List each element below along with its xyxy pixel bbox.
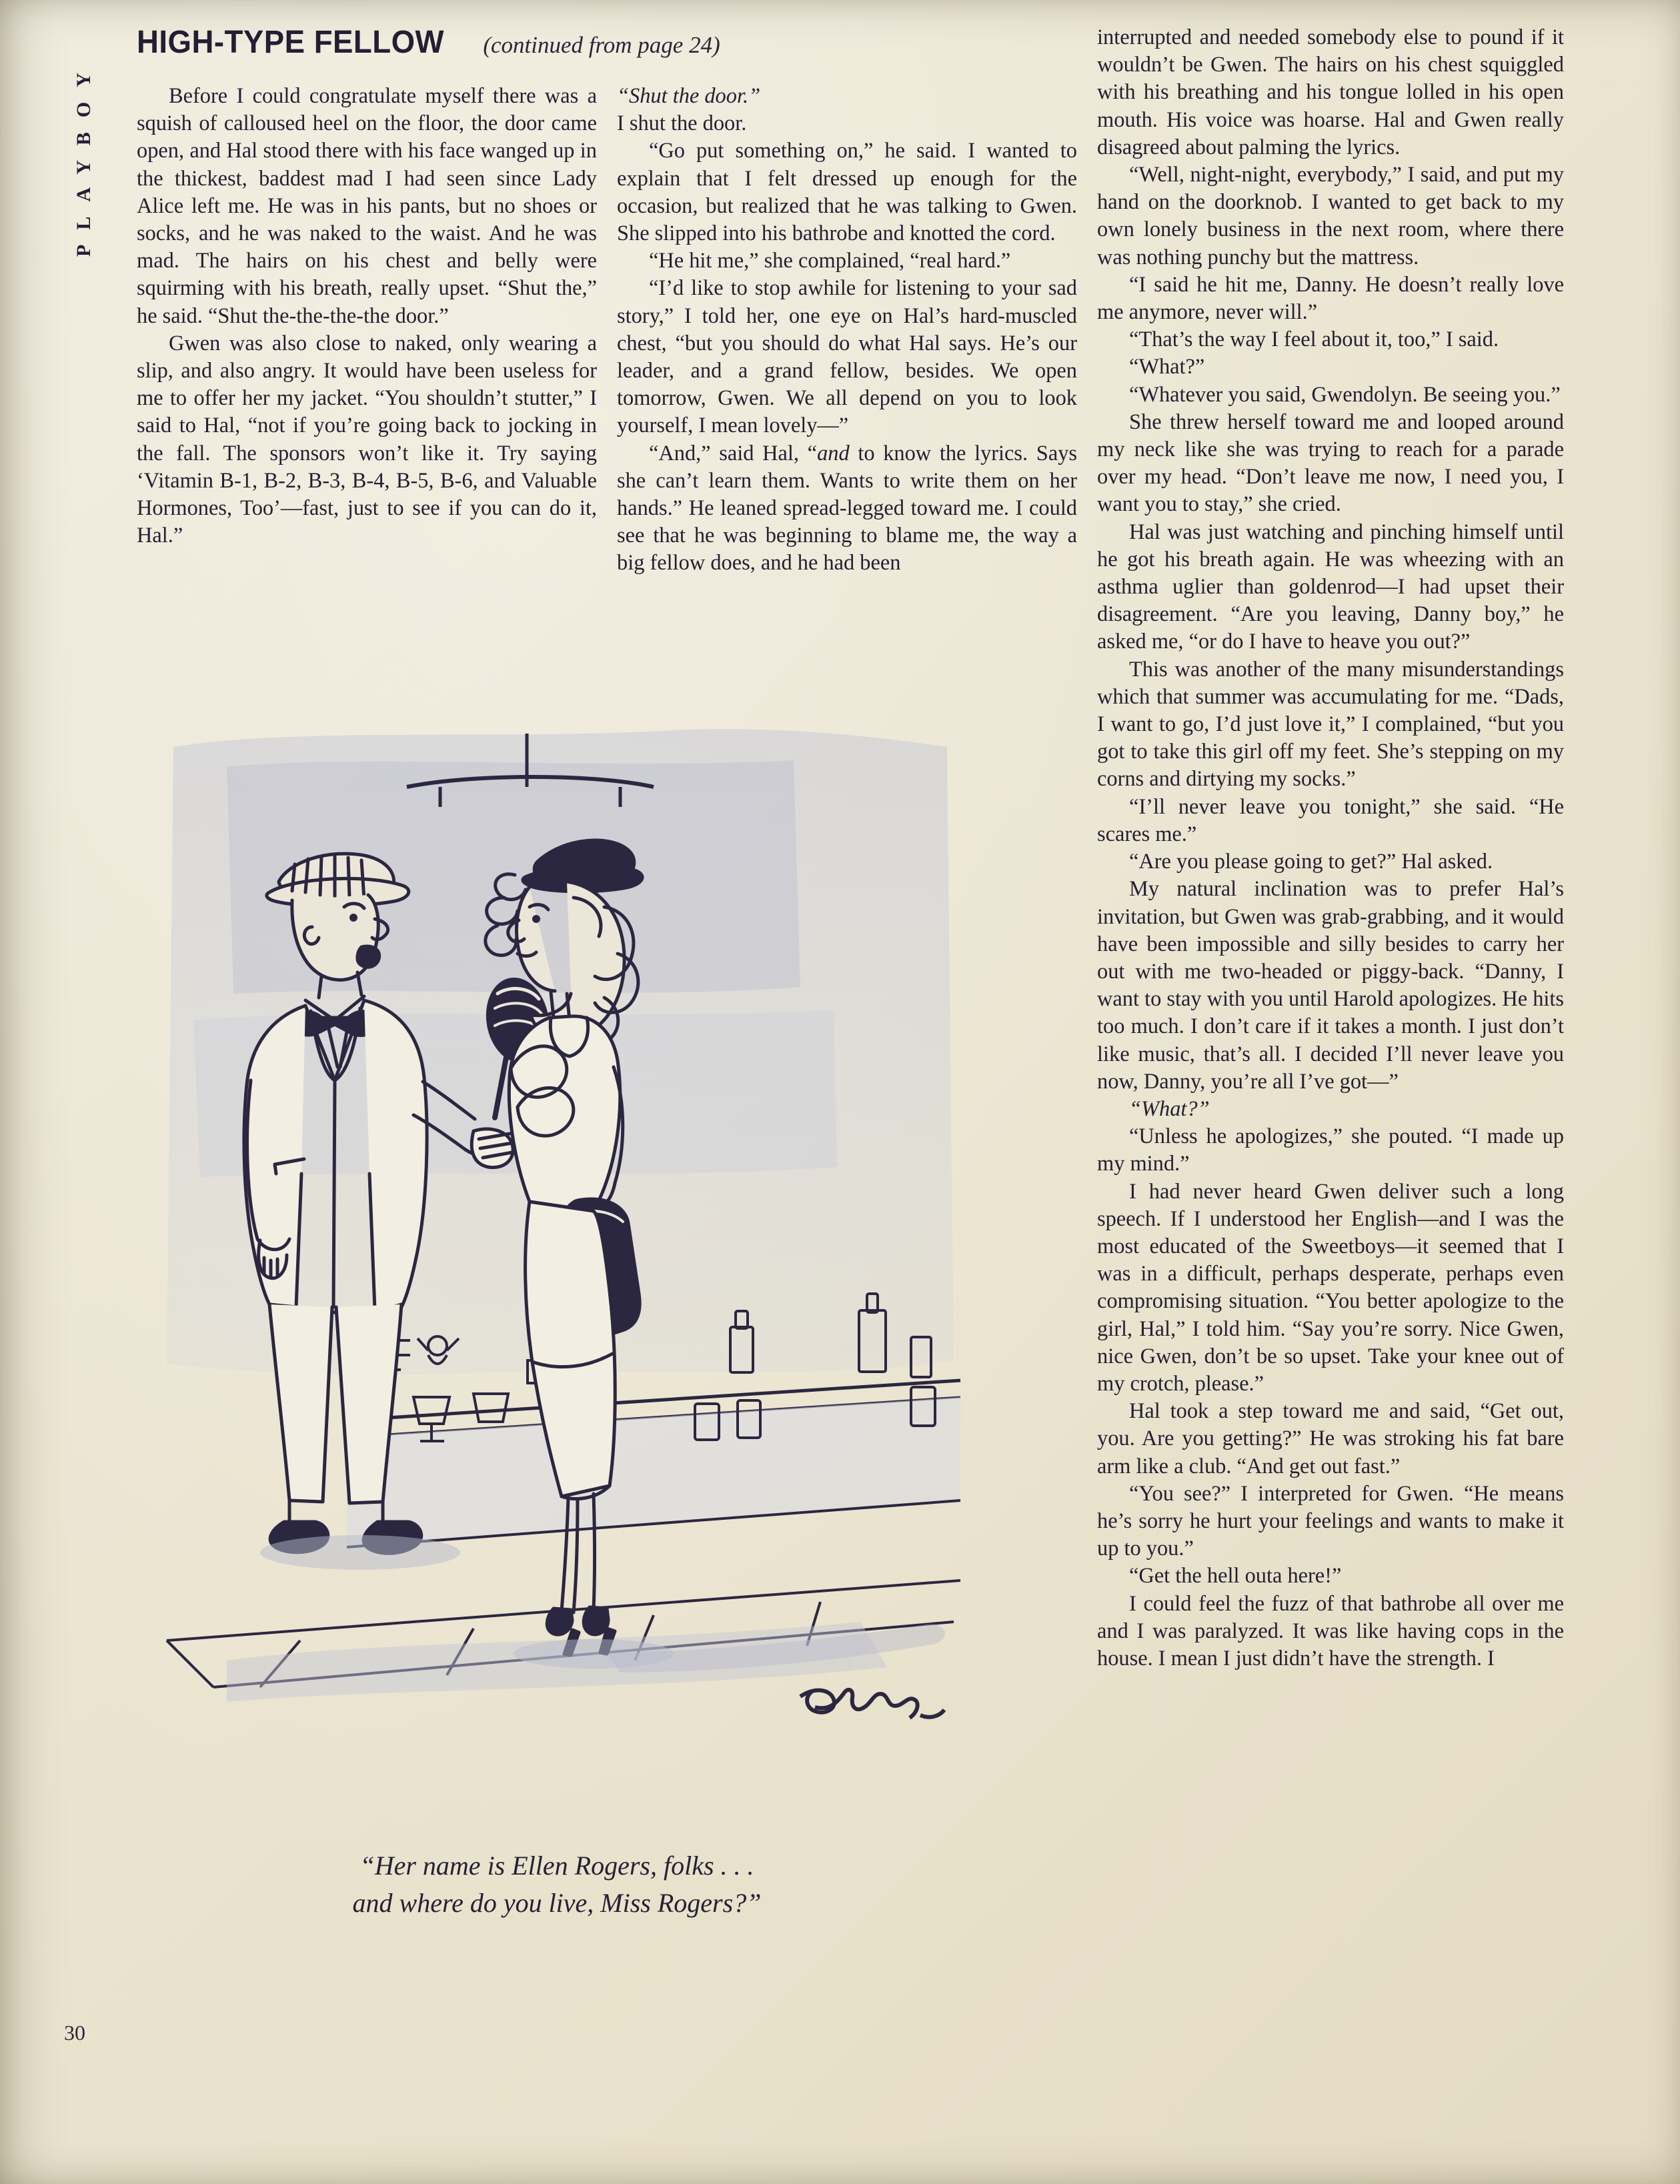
paragraph: “I said he hit me, Danny. He doesn’t really love me anymore, never will.” (1097, 272, 1564, 325)
paragraph-lead: “And,” said Hal, “ (649, 441, 818, 465)
paragraph: “Go put something on,” he said. I wanted to explain that I felt dressed up enough for the occasion, but realized that he was talking to Gwen. She slipped into his bathrobe and knotted the cord. (617, 139, 1077, 246)
paragraph: “Whatever you said, Gwendolyn. Be seeing you.” (1129, 382, 1561, 407)
cartoon-illustration (127, 707, 987, 1827)
paragraph: “I’ll never leave you tonight,” she said. “He scares me.” (1097, 794, 1564, 846)
paragraph-italic-dialogue (617, 83, 1077, 110)
page-number: 30 (64, 2021, 85, 2045)
paragraph: This was another of the many misunderstandings which that summer was accumulating for me. “Dads, I want to go, I’d just love it,” I complained, “but you got to take this girl off my feet. She’s stepping on my corns and dirtying my socks.” (1097, 657, 1564, 792)
cartoon-caption (127, 1847, 987, 1922)
paragraph-italic-dialogue (1097, 1096, 1564, 1123)
text-column-2 (617, 83, 1077, 630)
article-header (137, 24, 720, 61)
paragraph: “Well, night-night, everybody,” I said, and put my hand on the doorknob. I wanted to get back to my own lonely business in the next room, where there was nothing punchy but the mattress. (1097, 163, 1564, 269)
text-column-3 (1097, 24, 1564, 2098)
article-title: HIGH-TYPE FELLOW (137, 25, 445, 60)
continued-from-note: (continued from page 24) (483, 32, 720, 58)
artist-signature (800, 1690, 944, 1718)
paragraph: “I’d like to stop awhile for listening to your sad story,” I told her, one eye on Hal’s hard-muscled chest, “but you should do what Hal says. He’s our leader, and a grand fellow, besides. We open tomorrow, Gwen. We all depend on you to look yourself, I mean lovely—” (617, 276, 1077, 438)
paragraph: My natural inclination was to prefer Hal’s invitation, but Gwen was grab-grabbing, and it would have been impossible and silly besides to carry her out with me two-headed or piggy-back. “Danny, I want to stay with you until Harold apologizes. He hits too much. I don’t care if it takes a month. I just don’t like music, that’s all. I decided I’ll never leave you now, Danny, you’re all I’ve got—” (1097, 877, 1564, 1094)
paragraph: I had never heard Gwen deliver such a long speech. If I understood her English—and I was the most educated of the Sweetboys—it seemed that I was in a difficult, perhaps desperate, perhaps even compromising situation. “You better apologize to the girl, Hal,” I told him. “Say you’re sorry. Nice Gwen, nice Gwen, don’t be so upset. Take your knee out of my crotch, please.” (1097, 1179, 1564, 1396)
cartoon-artwork (127, 707, 987, 1827)
paragraph: I shut the door. (617, 111, 747, 136)
paragraph: Hal was just watching and pinching himself until he got his breath again. He was wheezing with an asthma uglier than goldenrod—I had upset their disagreement. “Are you leaving, Danny boy,” he asked me, “or do I have to heave you out?” (1097, 519, 1564, 654)
paragraph-tail: to know the lyrics. Says she can’t learn them. Wants to write them on her hands.” He leaned spread-legged toward me. I could see that he was beginning to blame me, the way a big fellow does, and he had been (617, 441, 1077, 576)
paragraph: Gwen was also close to naked, only wearing a slip, and also angry. It would have been useless for me to offer her my jacket. “You shouldn’t stutter,” I said to Hal, “not if you’re going back to jocking in the fall. The sponsors won’t like it. Try saying ‘Vitamin B-1, B-2, B-3, B-4, B-5, B-6, and Valuable Hormones, Too’—fast, just to see if you can do it, Hal.” (137, 331, 597, 548)
text-column-1 (137, 83, 597, 630)
paragraph: “Are you please going to get?” Hal asked. (1129, 850, 1493, 874)
caption-line-2: and where do you live, Miss Rogers?” (352, 1888, 762, 1918)
italic-dialogue-line: “Shut the door.” (617, 84, 761, 108)
paragraph: “He hit me,” she complained, “real hard.” (649, 249, 1011, 273)
caption-line-1: “Her name is Ellen Rogers, folks . . . (359, 1851, 754, 1881)
paragraph: “Get the hell outa here!” (1129, 1564, 1342, 1588)
paragraph: “You see?” I interpreted for Gwen. “He means he’s sorry he hurt your feelings and wants to make it up to you.” (1097, 1481, 1564, 1561)
paragraph: She threw herself toward me and looped around my neck like she was trying to reach for a parade over my head. “Don’t leave me now, I need you, I want you to stay,” she cried. (1097, 409, 1564, 517)
paragraph: Before I could congratulate myself there was a squish of calloused heel on the floor, the door came open, and Hal stood there with his face wanged up in the thickest, baddest mad I had seen since Lady Alice left me. He was in his pants, but no shoes or socks, and he was naked to the waist. And he was mad. The hairs on his chest and belly were squirming with his breath, really upset. “Shut the,” he said. “Shut the-the-the-the door.” (137, 84, 597, 328)
paragraph: Hal took a step toward me and said, “Get out, you. Are you getting?” He was stroking his fat bare arm like a club. “And get out fast.” (1097, 1399, 1564, 1478)
paragraph-with-emphasis (617, 440, 1077, 578)
paragraph: I could feel the fuzz of that bathrobe all over me and I was paralyzed. It was like having cops in the house. I mean I just didn’t have the strength. I (1097, 1591, 1564, 1671)
paragraph: “What?” (1129, 355, 1205, 379)
playboy-masthead-vertical: PLAYBOY (73, 58, 95, 257)
paragraph: “That’s the way I feel about it, too,” I said. (1129, 327, 1499, 352)
italic-dialogue-line: “What?” (1129, 1096, 1210, 1121)
emphasized-word: and (817, 441, 850, 465)
paragraph: interrupted and needed somebody else to pound if it wouldn’t be Gwen. The hairs on his chest squiggled with his breathing and his tongue lolled in his open mouth. His voice was hoarse. Hal and Gwen really disagreed about palming the lyrics. (1097, 25, 1564, 159)
man-floor-shadow (260, 1535, 460, 1570)
paragraph: “Unless he apologizes,” she pouted. “I made up my mind.” (1097, 1124, 1564, 1176)
